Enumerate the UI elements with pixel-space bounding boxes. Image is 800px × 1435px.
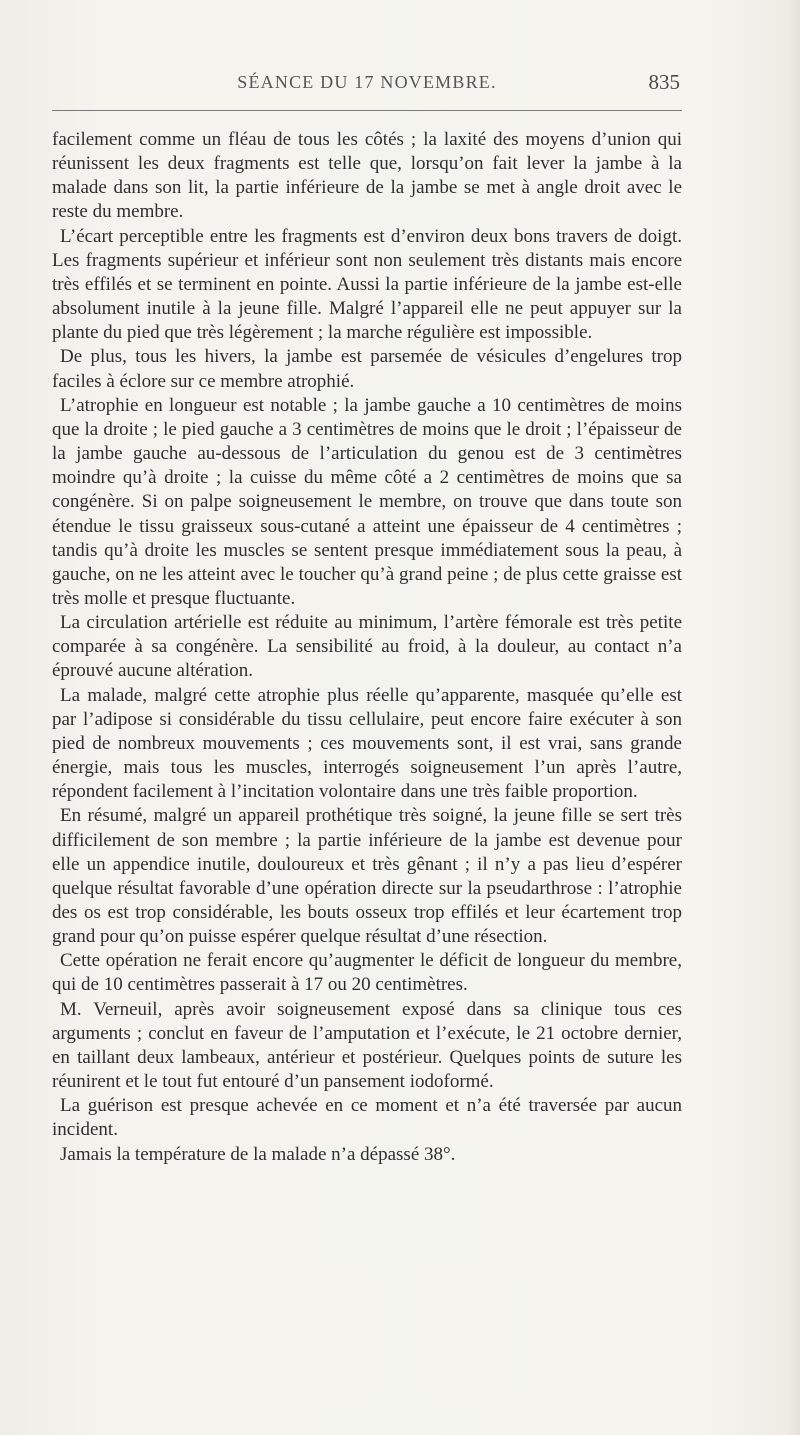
main-text bbox=[52, 128, 682, 1167]
page-header bbox=[52, 72, 682, 102]
paragraph: De plus, tous les hivers, la jambe est parsemée de vésicules d’engelures trop faciles à éclore sur ce membre atrophié. bbox=[52, 346, 682, 392]
running-head: SÉANCE DU 17 NOVEMBRE. bbox=[237, 72, 497, 92]
paragraph: L’écart perceptible entre les fragments est d’environ deux bons travers de doigt. Les fragments supérieur et inférieur sont non seulement très distants mais encore très effilés et se terminent en pointe. Aussi la partie inférieure de la jambe est-elle absolument inutile à la jeune fille. Malgré l’appareil elle ne peut appuyer sur la plante du pied que très légèrement ; la marche régulière est impossible. bbox=[52, 225, 682, 344]
paragraph: L’atrophie en longueur est notable ; la jambe gauche a 10 centimètres de moins que la droite ; le pied gauche a 3 centimètres de moins que le droit ; l’épaisseur de la jambe gauche au-dessous de l’articulation du genou est de 3 centimètres moindre qu’à droite ; la cuisse du même côté a 2 centimètres de moins que sa congénère. Si on palpe soigneusement le membre, on trouve que dans toute son étendue le tissu graisseux sous-cutané a atteint une épaisseur de 4 centimètres ; tandis qu’à droite les muscles se sentent presque immédiatement sous la peau, à gauche, on ne les atteint avec le toucher qu’à grand peine ; de plus cette graisse est très molle et presque fluctuante. bbox=[52, 394, 682, 609]
paper-edge-shadow bbox=[788, 0, 800, 1435]
paragraph: La guérison est presque achevée en ce moment et n’a été traversée par aucun incident. bbox=[52, 1095, 682, 1141]
paragraph: La malade, malgré cette atrophie plus réelle qu’apparente, masquée qu’elle est par l’adipose si considérable du tissu cellulaire, peut encore faire exécuter à son pied de nombreux mouvements ; ces mouvements sont, il est vrai, sans grande énergie, mais tous les muscles, interrogés soigneusement l’un après l’autre, répondent facilement à l’incitation volontaire dans une très faible proportion. bbox=[52, 684, 682, 803]
paragraph: En résumé, malgré un appareil prothétique très soigné, la jeune fille se sert très difficilement de son membre ; la partie inférieure de la jambe est devenue pour elle un appendice inutile, douloureux et très gênant ; il n’y a pas lieu d’espérer quelque résultat favorable d’une opération directe sur la pseudarthrose : l’atrophie des os est trop considérable, les bouts osseux trop effilés et leur écartement trop grand pour qu’on puisse espérer quelque résultat d’une résection. bbox=[52, 805, 682, 948]
page-number: 835 bbox=[648, 70, 680, 94]
paragraph: M. Verneuil, après avoir soigneusement exposé dans sa clinique tous ces arguments ; conclut en faveur de l’amputation et l’exécute, le 21 octobre dernier, en taillant deux lambeaux, antérieur et postérieur. Quelques points de suture les réunirent et le tout fut entouré d’un pansement iodoformé. bbox=[52, 998, 682, 1093]
paragraph: La circulation artérielle est réduite au minimum, l’artère fémorale est très petite comparée à sa congénère. La sensibilité au froid, à la douleur, au contact n’a éprouvé aucune altération. bbox=[52, 612, 682, 682]
paragraph: Cette opération ne ferait encore qu’augmenter le déficit de longueur du membre, qui de 10 centimètres passerait à 17 ou 20 centimètres. bbox=[52, 950, 682, 996]
paragraph: Jamais la température de la malade n’a dépassé 38°. bbox=[60, 1143, 456, 1165]
paragraph: facilement comme un fléau de tous les côtés ; la laxité des moyens d’union qui réunissent les deux fragments est telle que, lorsqu’on fait lever la jambe à la malade dans son lit, la partie inférieure de la jambe se met à angle droit avec le reste du membre. bbox=[52, 129, 682, 223]
header-rule bbox=[52, 110, 682, 111]
